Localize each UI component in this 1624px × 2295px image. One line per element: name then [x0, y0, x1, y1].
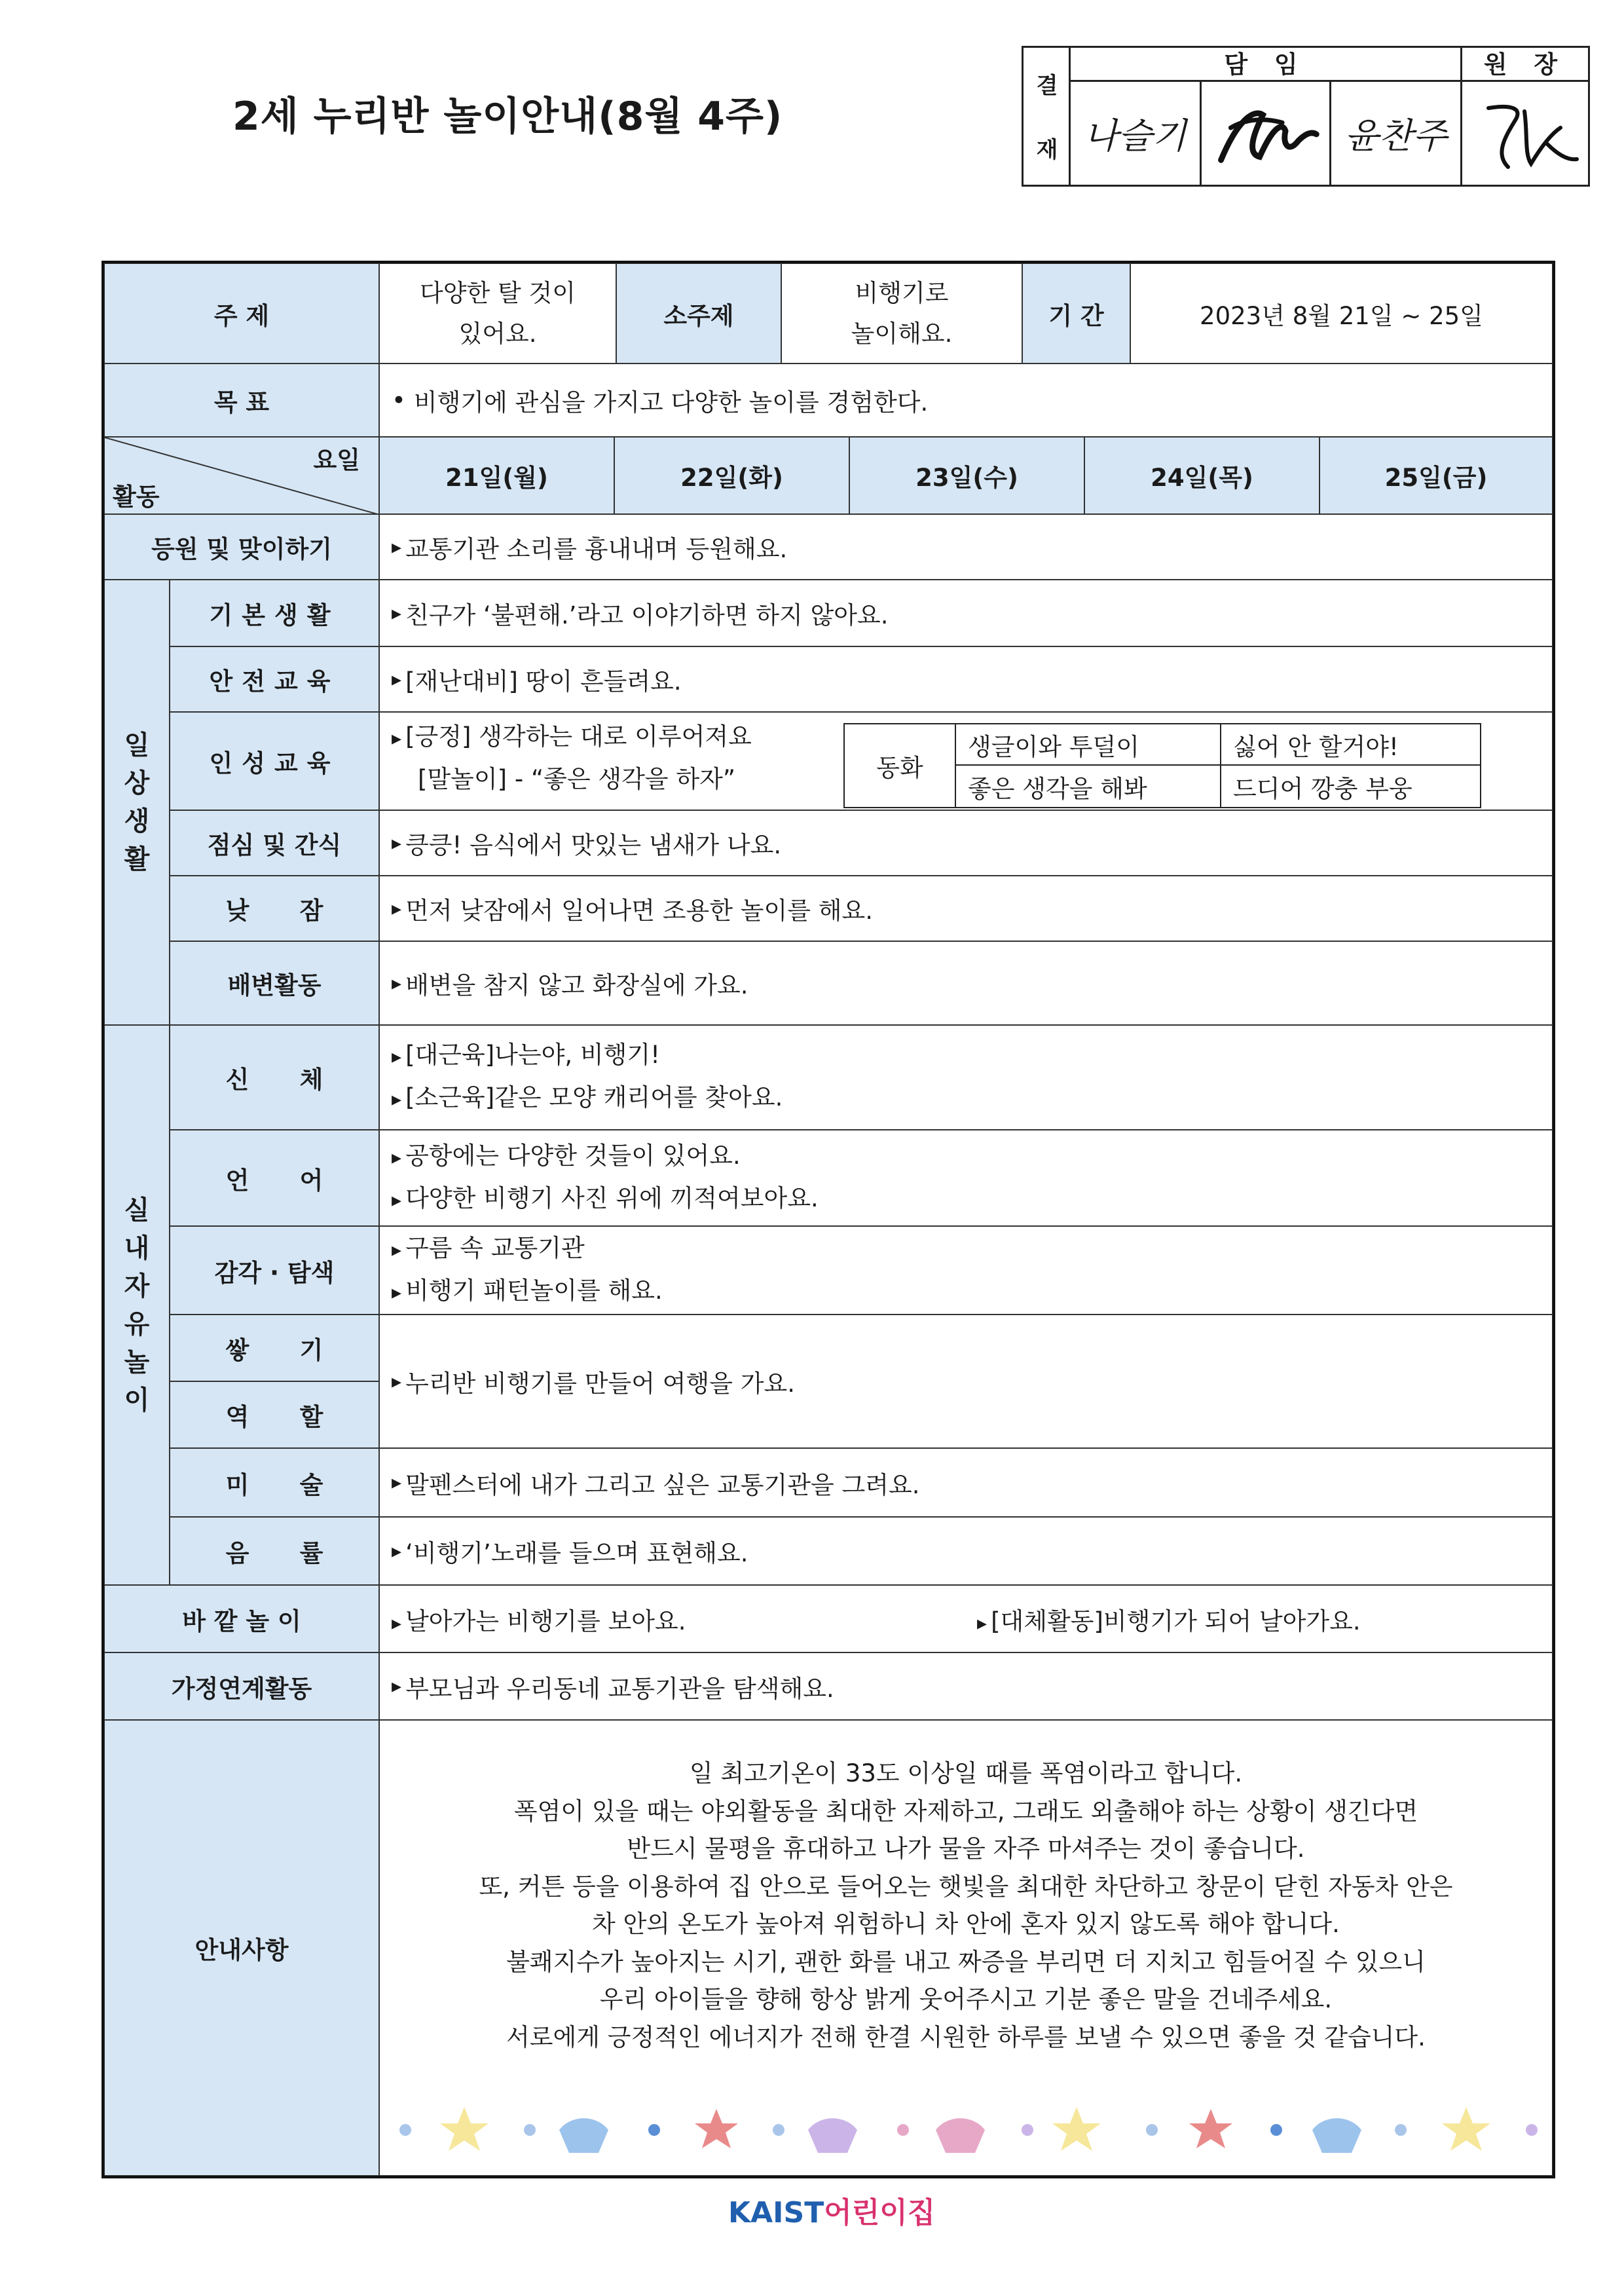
character-cell	[379, 712, 1553, 810]
blocks-roleplay-text: ▸ 누리반 비행기를 만들어 여행을 가요.	[379, 1315, 1553, 1448]
signature-teacher-2: 윤찬주	[1331, 82, 1462, 185]
fairy-tale-label: 동화	[845, 724, 956, 807]
goal-label: 목 표	[104, 364, 379, 437]
day-tuesday: 22일(화)	[614, 437, 849, 514]
basic-life-text: ▸ 친구가 ‘불편해.’라고 이야기하면 하지 않아요.	[379, 580, 1553, 646]
theme-label: 주 제	[104, 263, 379, 364]
subtheme-value: 비행기로 놀이해요.	[781, 263, 1022, 364]
fairy-tale-title-1: 생글이와 투덜이	[956, 724, 1221, 766]
music-label: 음 률	[170, 1517, 379, 1585]
shell-icons	[559, 2118, 1361, 2153]
fairy-tale-title-3: 좋은 생각을 해봐	[956, 766, 1221, 807]
outdoor-alt-text: ▸ [대체활동]비행기가 되어 날아가요.	[977, 1601, 1361, 1637]
music-text: ▸ ‘비행기’노래를 들으며 표현해요.	[379, 1517, 1553, 1585]
safety-text: ▸ [재난대비] 땅이 흔들려요.	[379, 646, 1553, 712]
language-label: 언 어	[170, 1130, 379, 1226]
daily-life-group-label: 일 상 생 활	[104, 580, 170, 1025]
arrival-text: ▸ 교통기관 소리를 흉내내며 등원해요.	[379, 514, 1553, 580]
day-monday: 21일(월)	[379, 437, 614, 514]
homeroom-label: 담 임	[1071, 48, 1462, 82]
goal-value: • 비행기에 관심을 가지고 다양한 놀이를 경험한다.	[379, 364, 1553, 437]
fairy-tale-title-2: 싫어 안 할거야!	[1221, 724, 1480, 766]
day-friday: 25일(금)	[1320, 437, 1553, 514]
roleplay-label: 역 할	[170, 1381, 379, 1448]
kaist-kindergarten-logo: KAIST어린이집	[728, 2196, 936, 2230]
outdoor-cell	[379, 1585, 1553, 1652]
handwritten-signature-icon	[1462, 82, 1588, 185]
diagonal-header: 요일 활동	[104, 437, 379, 514]
approval-side-label: 결 재	[1024, 48, 1071, 185]
art-label: 미 술	[170, 1448, 379, 1517]
sea-decoration-icon	[392, 2091, 1545, 2169]
weekly-plan-table	[101, 261, 1555, 2178]
character-text: ▸ [긍정] 생각하는 대로 이루어져요 [말놀이] - “좋은 생각을 하자”	[392, 717, 752, 800]
fairy-tale-title-4: 드디어 깡충 부웅	[1233, 774, 1412, 803]
signature-mark-1	[1202, 82, 1331, 185]
meal-label: 점심 및 간식	[170, 810, 379, 876]
outdoor-label: 바 깥 놀 이	[104, 1585, 379, 1652]
handwritten-signature-icon	[1202, 82, 1329, 185]
notice-label: 안내사항	[104, 1720, 379, 2176]
blocks-label: 쌓 기	[170, 1315, 379, 1381]
home-text: ▸ 부모님과 우리동네 교통기관을 탐색해요.	[379, 1652, 1553, 1720]
fairy-tale-box	[843, 723, 1481, 808]
sensory-text: ▸ 구름 속 교통기관 ▸ 비행기 패턴놀이를 해요.	[379, 1226, 1553, 1315]
day-wednesday: 23일(수)	[849, 437, 1084, 514]
safety-label: 안전교육	[170, 646, 379, 712]
toilet-text: ▸ 배변을 참지 않고 화장실에 가요.	[379, 941, 1553, 1025]
basic-life-label: 기본생활	[170, 580, 379, 646]
physical-text: ▸ [대근육]나는야, 비행기! ▸ [소근육]같은 모양 캐리어를 찾아요.	[379, 1025, 1553, 1130]
director-label: 원 장	[1462, 48, 1588, 82]
physical-label: 신 체	[170, 1025, 379, 1130]
notice-text: 일 최고기온이 33도 이상일 때를 폭염이라고 합니다. 폭염이 있을 때는 야외활동을 최대한 자제하고, 그래도 외출해야 하는 상황이 생긴다면 반드시 물평을 휴대하고 나가 물을 자주 마셔주는 것이 좋습니다. 또, 커튼 등을 이용하여 집 안으로 들어오는 햇빛을 최대한 차단하고 창문이 닫힌 자동차 안은 차 안의 온도가 높아져 위험하니 차 안에 혼자 있지 않도록 해야 합니다. 불쾌지수가 높아지는 시기, 괜한 화를 내고 짜증을 부리면 더 지치고 힘들어질 수 있으니 우리 아이들을 향해 항상 밝게 웃어주시고 기분 좋은 말을 건네주세요. 서로에게 긍정적인 에너지가 전해 한결 시원한 하루를 보낼 수 있으면 좋을 것 같습니다.	[379, 1720, 1553, 2176]
character-label: 인성교육	[170, 712, 379, 810]
period-value: 2023년 8월 21일 ~ 25일	[1130, 263, 1553, 364]
home-label: 가정연계활동	[104, 1652, 379, 1720]
day-thursday: 24일(목)	[1084, 437, 1320, 514]
language-text: ▸ 공항에는 다양한 것들이 있어요. ▸ 다양한 비행기 사진 위에 끼적여보아요.	[379, 1130, 1553, 1226]
arrival-label: 등원 및 맞이하기	[104, 514, 379, 580]
signature-director	[1462, 82, 1588, 185]
nap-label: 낮 잠	[170, 876, 379, 941]
signature-teacher-1: 나슬기	[1071, 82, 1202, 185]
period-label: 기 간	[1022, 263, 1130, 364]
sensory-label: 감각 · 탐색	[170, 1226, 379, 1315]
page-title: 2세 누리반 놀이안내(8월 4주)	[232, 94, 783, 140]
free-play-group-label: 실 내 자 유 놀 이	[104, 1025, 170, 1585]
nap-text: ▸ 먼저 낮잠에서 일어나면 조용한 놀이를 해요.	[379, 876, 1553, 941]
toilet-label: 배변활동	[170, 941, 379, 1025]
subtheme-label: 소주제	[616, 263, 781, 364]
meal-text: ▸ 킁킁! 음식에서 맛있는 냄새가 나요.	[379, 810, 1553, 876]
art-text: ▸ 말펜스터에 내가 그리고 싶은 교통기관을 그려요.	[379, 1448, 1553, 1517]
theme-value: 다양한 탈 것이 있어요.	[379, 263, 616, 364]
approval-box	[1022, 46, 1590, 187]
outdoor-text: ▸ 날아가는 비행기를 보아요.	[392, 1601, 686, 1637]
